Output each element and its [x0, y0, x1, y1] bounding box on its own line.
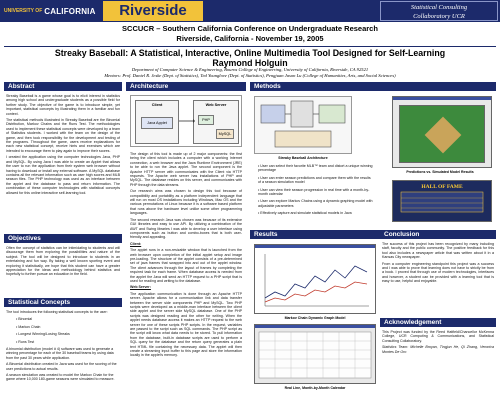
- conference-info: [0, 24, 500, 44]
- concept-item: • Markov Chain: [16, 325, 120, 329]
- client-box: [135, 100, 179, 144]
- scc-tag: UCR: [451, 13, 465, 20]
- http-arrow: [179, 116, 195, 126]
- conference-name: SCCUCR – Southern California Conference on Undergraduate Research: [122, 24, 378, 33]
- section-objectives: Objectives: [4, 234, 122, 243]
- php-box: PHP: [198, 115, 214, 125]
- conclusion-p2: From a computer engineering standpoint this project was a success and I was able to prove that learning does not have to strictly be from a book. I proved that through use of modern technologies, interfaces and however, a student can be provided with a learning tool that is easy to use, helpful and enjoyable.: [382, 261, 494, 284]
- concept-item: • Runs Test: [16, 340, 120, 344]
- divider: [4, 46, 496, 47]
- server-label: Web Server: [205, 103, 227, 107]
- method-item: • User can enter season predictions and compare them with the results of a season simulation model: [258, 176, 374, 185]
- methods-list: [254, 164, 374, 219]
- web-server-box: [193, 100, 239, 144]
- scc-line1: Statistical Consulting: [410, 4, 468, 11]
- scc-logo: [380, 1, 498, 21]
- abstract-p2: The statistical methods illustrated in Streaky Baseball are the Binomial Distribution, Markov Chains and the Runs Test. The methodologies used to implement these statistical concepts were developed by a team of Statistics students. I worked with the team on the design of the game, and then took responsibility for the development and testing of the programs. Throughout the game, users receive explanations for each new statistical concept, receive hints and exercises which are intended to encourage them to play again to improve their scores.: [6, 118, 120, 153]
- architecture-diagram: [130, 95, 242, 147]
- section-conclusion: Conclusion: [380, 230, 496, 239]
- acknowledgement-team: Statistics Team: Michelle Broyan, Tingjun He, Qi Zhang, Veronica Montes De Oro: [382, 345, 494, 354]
- conclusion-text: [382, 242, 494, 286]
- hall-of-fame-screenshot: [392, 180, 492, 222]
- title-text: Streaky Baseball: A Statistical, Interactive, Online Multimedia Tool Designed for Self-Learning: [54, 48, 446, 58]
- affiliation-mentors: Mentors: Prof. Daniel R. Jeske (Dept. of Statistics), Ted Younglove (Dept. of Statistics), Pengjuan Jason Lu (College of Humanities, Arts, and Social Sciences): [104, 73, 396, 78]
- concepts-p1: A binomial distribution (model # 4) software was used to generate a winning percentage for each of the 30 baseball teams by using data from the past 30 years while application.: [6, 347, 114, 360]
- markov-chart-screenshot: [254, 244, 376, 314]
- header-banner: [0, 0, 500, 22]
- acknowledgement-text: [382, 330, 494, 356]
- scc-line2: Collaboratory UCR: [413, 13, 465, 20]
- concepts-p3: A season simulation was created to model the Markov Chain for the game where 10,000 180-game seasons were simulated to measure.: [6, 373, 115, 382]
- client-label: Client: [151, 103, 163, 107]
- architecture-text: [130, 152, 242, 360]
- method-item: • User can view their season progression in real time with a month-by-month calendar: [258, 188, 374, 197]
- calendar-caption: Real Line, Month-by-Month Calendar: [284, 386, 346, 390]
- hall-of-fame-table: [393, 190, 491, 216]
- conclusion-p1: The success of this project has been recognized by many including staff, faculty and the public community. The positive feedback for this tool also includes a newspaper article that was written about it in a Kansas City newspaper.: [382, 242, 494, 260]
- method-item: • User can explore Markov Chains using a dynamic graphing model with adjustable parameters: [258, 199, 374, 208]
- concept-item: • Binomial: [16, 317, 120, 321]
- streaky-architecture-figure: [254, 96, 352, 154]
- applet-box: Java Applet: [141, 117, 173, 129]
- abstract-p1: Streaky Baseball is a game whose goal is to elicit interest in statistics among high school and undergraduate students as a possible field for further study. The objective of the game is to introduce simple, yet important, statistical concepts by illustrating them in a familiar and fun context.: [6, 94, 120, 116]
- markov-chart-caption: Markov Chain Dynamic Graph Model: [284, 316, 346, 320]
- conference-location-date: Riverside, California - November 19, 2005: [176, 34, 324, 43]
- architecture-p4: The applet runs in a non-resizable window that is launched from the web browser upon completion of the initial applet setup and image pre-loading. The structure of the applet consists of a pre-determined set of java frames that swapped into and out of the applet window. The client advances through the layout of frames by completing the required task for each frame. When database access is needed from the applet the Java will send an HTTP request to a PHP script that is used for reading and writing to the database.: [130, 248, 242, 283]
- objectives-text: [6, 246, 120, 279]
- method-item: • User can select their favorite MLB™ team and distort a unique winning percentage: [258, 164, 374, 173]
- objectives-p1: Often the concept of statistics can be intimidating to students and will discourage them from exploring the possibilities and nature of the subject. The tool will be designed to introduce to students in an entertaining and fun way. By taking a well known sporting event and exploring it statistically, we hope that this student can have a greater appreciation for the ideas and methodology behind statistics and hopefully to further pursue an education in the field.: [6, 246, 120, 277]
- section-results: Results: [250, 230, 380, 239]
- markov-chart-graphic: [255, 248, 375, 312]
- predictions-caption: Predictions vs. Simulated Model Results: [406, 170, 474, 174]
- uc-name: CALIFORNIA: [44, 6, 96, 16]
- abstract-text: [6, 94, 120, 197]
- concepts-p2: A Binomial distribution created in Java was used for the scoring of the user predictions to actual results.: [6, 362, 117, 371]
- predictions-screenshot: [392, 96, 492, 168]
- concepts-intro: The tool introduces the following statistical concepts to the user:: [6, 310, 108, 314]
- baseball-field: [399, 105, 485, 163]
- server-heading: Web Server:: [130, 285, 151, 290]
- section-abstract: Abstract: [4, 82, 122, 91]
- architecture-figure-graphic: [255, 97, 351, 153]
- architecture-p1: The design of this tool is made up of 2 major components: the first being the client which includes a computer with a working Internet connection, a web browser and the Java Runtime Environment (JRE) to be able to run the Java applet. The second component is the Apache HTTP server with communicates with the Client via HTTP requests. The Apache web server has installations of PHP and MySQL. The database resides on this server, and communicates with PHP through the data streams.: [130, 152, 242, 187]
- calendar-screenshot: [254, 324, 376, 384]
- section-methods: Methods: [250, 82, 496, 91]
- abstract-p3: I created the application using the computer technologies Java, PHP and MySQL. By using Java I was able to create an Applet that allows the user to run the application from their system web browser without having to download or install any external software. A MySQL database contains all the relevant information such as user high scores and MLB season files. The PHP technology was used as an interface between the applet and the database to pass and return information. The combination of these computer technologies with statistical concepts allowed for this online interactive self-learning tool.: [6, 155, 120, 195]
- affiliations: [0, 67, 500, 79]
- poster-title: [0, 48, 500, 68]
- mysql-box: MySQL: [216, 129, 234, 139]
- architecture-p2: Our research aims was chosen to design this tool because of compatibility and portability as a platform independent language that will run on most OS installations including Windows, Mac OS and the various permutations of Linux because it is a software based platform that runs above the hardware level unlike some other programming languages.: [130, 189, 242, 216]
- method-item: • Effectively capture and simulate statistical models in Java: [258, 211, 374, 215]
- section-statistical-concepts: Statistical Concepts: [4, 298, 122, 307]
- architecture-p3: The second research Java was chosen was because of its extensive GUI libraries and easy to use API. By utilizing a combination of the AWT and Swing libraries I was able to develop a user interface using components such as button and combo-boxes that is both user-friendly and appealing.: [130, 217, 242, 240]
- concepts-list: [6, 310, 120, 382]
- infield-diamond: [425, 117, 462, 154]
- section-architecture: Architecture: [126, 82, 246, 91]
- affiliation-dept: Department of Computer Science & Engineering, Bourns College of Engineering, University of California, Riverside, CA 92521: [131, 67, 369, 72]
- hall-of-fame-title: HALL OF FAME: [421, 184, 463, 190]
- architecture-figure-caption: Streaky Baseball Architecture: [278, 156, 328, 160]
- section-acknowledgement: Acknowledgement: [380, 318, 496, 327]
- uc-logo: [4, 4, 96, 18]
- client-heading: Client:: [130, 241, 142, 246]
- calendar-grid: [255, 328, 375, 382]
- author-name: Raymond Holguin: [212, 58, 288, 68]
- riverside-wordmark: Riverside: [103, 1, 203, 21]
- screenshot-titlebar: [393, 97, 491, 100]
- acknowledgement-funding: This Project was funded by the Reed Hatfield/Chancellor McKenna College, UCR Computing & Communications, and Statistical Consulting Collaboratory.: [382, 330, 494, 343]
- uc-prefix: UNIVERSITY OF: [4, 7, 43, 14]
- architecture-p5: The application communication is done through an Apache HTTP server. Apache allows for a communication link and data transfer between the server side components PHP and MySQL. Two PHP scripts were developed as a middle-man interface between the client side applet and the server side MySQL database. One of the PHP scripts was designed reading and the other for writing. When the applet needs database access it makes an HTTP request to the web server for one of these scripts PHP scripts. In the request, variables are passed to the script such as SQL commands. The PHP script as the script will know what data needs to be stored. To pull information from the database, built-in database scripts are used to perform a SQL query for the database and the return query generates a plain text HTML file containing the necessary data. The applet will then create a streaming input buffer to this page and store the information locally in the applet's memory.: [130, 291, 242, 358]
- concept-item: • Longest Winning/Losing Streaks: [16, 332, 120, 336]
